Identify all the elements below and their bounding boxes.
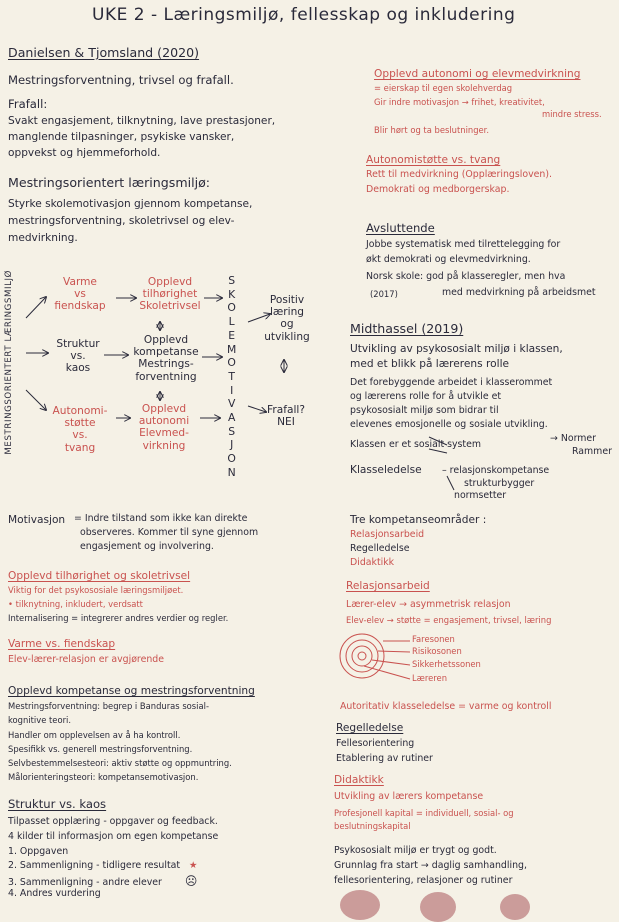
kompetanse-line: Mestringsforventning: begrep i Banduras sosial- <box>8 701 209 711</box>
tilhorighet-line: Viktig for det psykososiale læringsmiljøet. <box>8 585 184 595</box>
diagram-varme: Varme vs fiendskap <box>54 276 106 313</box>
struktur-line: 4 kilder til informasjon om egen kompetanse <box>8 831 219 842</box>
zone-label: Læreren <box>412 673 448 683</box>
ink-blot-decoration <box>340 890 380 920</box>
klassen-system: Klassen er et sosialt system <box>350 439 481 450</box>
ink-blot-decoration <box>500 894 530 920</box>
mestring-line: mestringsforventning, skoletrivsel og elev- <box>8 215 235 227</box>
motivasjon-line: observeres. Kommer til syne gjennom <box>80 527 259 538</box>
klasseledelse-item: strukturbygger <box>464 478 535 489</box>
struktur-line: 1. Oppgaven <box>8 846 69 857</box>
diagram-struktur: Struktur vs. kaos <box>56 338 100 375</box>
relasjonsarbeid-line: Elev-elev → støtte = engasjement, trivsel, læring <box>346 615 552 625</box>
arrow-to-autonomi <box>26 390 46 410</box>
diagram-kompetanse: Opplevd kompetanse Mestrings- forventning <box>133 334 199 383</box>
arrow-to-varme <box>26 297 46 318</box>
frafall-line: oppvekst og hjemmeforhold. <box>8 147 161 159</box>
midthassel-line: og lærerens rolle for å utvikle et <box>350 391 502 402</box>
regelledelse-heading: Regelledelse <box>336 722 404 734</box>
relasjonsarbeid-heading: Relasjonsarbeid <box>346 580 430 592</box>
psykososialt-line: fellesorientering, relasjoner og rutiner <box>334 875 513 886</box>
klasseledelse-item: normsetter <box>454 490 507 501</box>
klasseledelse-label: Klasseledelse <box>350 464 422 476</box>
autonomi-line: mindre stress. <box>542 109 602 119</box>
zone-label: Sikkerhetssonen <box>412 659 481 669</box>
kompetanse-heading: Opplevd kompetanse og mestringsforventning <box>8 685 255 697</box>
tilhorighet-heading: Opplevd tilhørighet og skoletrivsel <box>8 570 191 582</box>
midthassel-heading: Midthassel (2019) <box>350 321 464 336</box>
diagram-autonomi: Autonomi- støtte vs. tvang <box>52 405 108 454</box>
mestring-line: medvirkning. <box>8 232 78 244</box>
relasjonsarbeid-line: Lærer-elev → asymmetrisk relasjon <box>346 599 511 610</box>
mestring-heading: Mestringsorientert læringsmiljø: <box>8 175 211 190</box>
autonomi-heading: Opplevd autonomi og elevmedvirkning <box>374 68 581 80</box>
rammer-label: Rammer <box>572 446 612 457</box>
autonomi-line: = eierskap til egen skolehverdag <box>374 83 513 93</box>
tilhorighet-line: • tilknytning, inkludert, verdsatt <box>8 599 143 609</box>
kompetanse-line: Selvbestemmelsesteori: aktiv støtte og oppmuntring. <box>8 758 232 768</box>
regelledelse-line: Fellesorientering <box>336 738 415 749</box>
didaktikk-heading: Didaktikk <box>334 774 384 786</box>
psykososialt-line: Grunnlag fra start → daglig samhandling, <box>334 860 527 871</box>
avsluttende-heading: Avsluttende <box>366 221 435 235</box>
diagram-positiv-laering: Positiv læring og utvikling <box>264 294 310 343</box>
kompetanseomrade-item: Didaktikk <box>350 557 395 568</box>
motivasjon-line: = Indre tilstand som ikke kan direkte <box>74 513 248 524</box>
sad-face-icon: ☹ <box>184 874 198 888</box>
zone-label: Faresonen <box>412 634 455 644</box>
didaktikk-line: Profesjonell kapital = individuell, sosial- og <box>334 808 514 818</box>
avsluttende-line: økt demokrati og elevmedvirkning. <box>366 254 531 265</box>
avsluttende-line: Norsk skole: god på klasseregler, men hva <box>366 271 566 282</box>
avsluttende-year: (2017) <box>370 289 398 299</box>
mestring-line: Styrke skolemotivasjon gjennom kompetanse, <box>8 198 253 210</box>
kompetanseomrade-item: Relasjonsarbeid <box>350 529 425 540</box>
didaktikk-line: Utvikling av lærers kompetanse <box>334 791 484 802</box>
struktur-line: 4. Andres vurdering <box>8 888 101 899</box>
motivasjon-line: engasjement og involvering. <box>80 541 214 552</box>
page-title: UKE 2 - Læringsmiljø, fellesskap og inkludering <box>92 5 516 25</box>
kompetanse-line: kognitive teori. <box>8 715 72 725</box>
ink-blot-decoration <box>420 892 456 922</box>
klasseledelse-item: – relasjonskompetanse <box>442 465 550 476</box>
relationship-zones-diagram <box>340 634 410 679</box>
psykososialt-line: Psykososialt miljø er trygt og godt. <box>334 845 497 856</box>
midthassel-line: Utvikling av psykososialt miljø i klassen, <box>350 343 563 355</box>
autonomistotte-line: Demokrati og medborgerskap. <box>366 184 510 195</box>
struktur-line: Tilpasset opplæring - oppgaver og feedback. <box>8 816 218 827</box>
danielsen-line: Mestringsforventning, trivsel og frafall. <box>8 73 234 87</box>
motivasjon-label: Motivasjon <box>8 514 66 526</box>
varme-line: Elev-lærer-relasjon er avgjørende <box>8 654 165 665</box>
autoritativ-line: Autoritativ klasseledelse = varme og kontroll <box>340 701 552 712</box>
frafall-heading: Frafall: <box>8 97 48 111</box>
kompetanse-line: Målorienteringsteori: kompetansemotivasjon. <box>8 772 199 782</box>
tilhorighet-line: Internalisering = integrerer andres verdier og regler. <box>8 613 229 623</box>
autonomistotte-heading: Autonomistøtte vs. tvang <box>366 154 501 166</box>
danielsen-heading: Danielsen & Tjomsland (2020) <box>8 45 200 60</box>
autonomistotte-line: Rett til medvirkning (Opplæringsloven). <box>366 169 552 180</box>
diagram-tilhorighet: Opplevd tilhørighet Skoletrivsel <box>139 276 201 313</box>
skolemotivasjon-vertical: S K O L E M O T I V A S J O N <box>227 274 237 479</box>
diagram-frafall: Frafall? NEI <box>267 404 305 429</box>
star-icon: ★ <box>189 860 198 871</box>
midthassel-line: psykososialt miljø som bidrar til <box>350 405 499 416</box>
diagram-vertical-label: MESTRINGSORIENTERT LÆRINGSMILJØ <box>4 270 14 455</box>
autonomi-line: Blir hørt og ta beslutninger. <box>374 125 490 135</box>
midthassel-line: med et blikk på lærerens rolle <box>350 358 510 370</box>
diagram-opplevd-autonomi: Opplevd autonomi Elevmed- virkning <box>138 403 190 452</box>
kompetanseomrader-heading: Tre kompetanseområder : <box>350 514 487 526</box>
normer-label: → Normer <box>550 433 597 444</box>
autonomi-line: Gir indre motivasjon → frihet, kreativitet, <box>374 97 545 107</box>
avsluttende-line: med medvirkning på arbeidsmet <box>442 287 596 298</box>
kompetanse-line: Handler om opplevelsen av å ha kontroll. <box>8 730 181 740</box>
kompetanseomrade-item: Regelledelse <box>350 543 410 554</box>
frafall-line: manglende tilpasninger, psykiske vansker, <box>8 131 235 143</box>
midthassel-line: Det forebyggende arbeidet i klasserommet <box>350 377 553 388</box>
kompetanse-line: Spesifikk vs. generell mestringsforventning. <box>8 744 193 754</box>
zone-label: Risikosonen <box>412 646 462 656</box>
struktur-heading: Struktur vs. kaos <box>8 797 107 811</box>
struktur-line: 3. Sammenligning - andre elever ☹ <box>8 874 198 888</box>
didaktikk-line: beslutningskapital <box>334 821 411 831</box>
frafall-line: Svakt engasjement, tilknytning, lave prestasjoner, <box>8 115 276 127</box>
avsluttende-line: Jobbe systematisk med tilrettelegging for <box>366 239 561 250</box>
midthassel-line: elevenes emosjonelle og sosiale utvikling. <box>350 419 548 430</box>
regelledelse-line: Etablering av rutiner <box>336 753 433 764</box>
struktur-line: 2. Sammenligning - tidligere resultat ★ <box>8 860 198 871</box>
varme-heading: Varme vs. fiendskap <box>8 638 116 650</box>
